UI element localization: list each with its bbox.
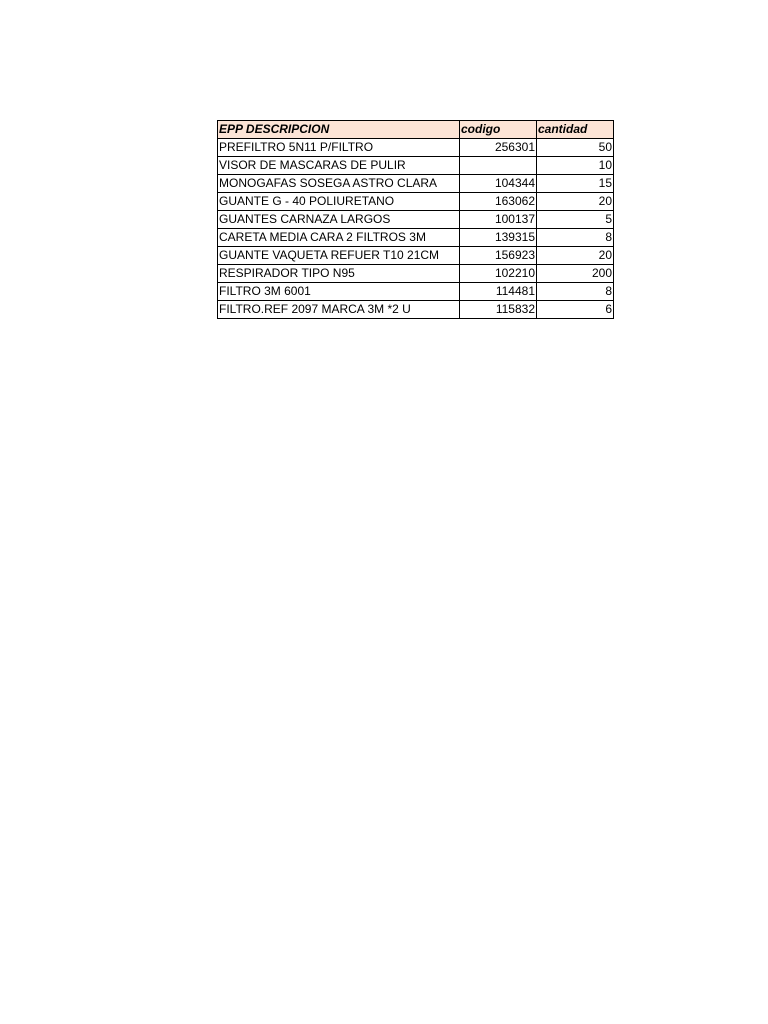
header-cell-codigo[interactable]: codigo xyxy=(460,121,537,139)
table-row xyxy=(218,193,614,211)
table-row xyxy=(218,283,614,301)
cell-descripcion[interactable]: FILTRO 3M 6001 xyxy=(218,283,460,301)
cell-cantidad[interactable]: 20 xyxy=(537,247,614,265)
cell-descripcion[interactable]: FILTRO.REF 2097 MARCA 3M *2 U xyxy=(218,301,460,319)
cell-codigo[interactable]: 256301 xyxy=(460,139,537,157)
epp-table xyxy=(217,120,614,319)
cell-cantidad[interactable]: 10 xyxy=(537,157,614,175)
cell-codigo[interactable]: 156923 xyxy=(460,247,537,265)
cell-descripcion[interactable]: PREFILTRO 5N11 P/FILTRO xyxy=(218,139,460,157)
table-row xyxy=(218,247,614,265)
cell-descripcion[interactable]: MONOGAFAS SOSEGA ASTRO CLARA xyxy=(218,175,460,193)
cell-codigo[interactable]: 100137 xyxy=(460,211,537,229)
cell-cantidad[interactable]: 5 xyxy=(537,211,614,229)
table-row xyxy=(218,139,614,157)
cell-descripcion[interactable]: RESPIRADOR TIPO N95 xyxy=(218,265,460,283)
cell-codigo[interactable]: 115832 xyxy=(460,301,537,319)
cell-descripcion[interactable]: GUANTE G - 40 POLIURETANO xyxy=(218,193,460,211)
cell-descripcion[interactable]: GUANTE VAQUETA REFUER T10 21CM xyxy=(218,247,460,265)
header-cell-descripcion[interactable]: EPP DESCRIPCION xyxy=(218,121,460,139)
table-row xyxy=(218,301,614,319)
cell-descripcion[interactable]: GUANTES CARNAZA LARGOS xyxy=(218,211,460,229)
cell-codigo[interactable]: 163062 xyxy=(460,193,537,211)
cell-cantidad[interactable]: 8 xyxy=(537,229,614,247)
cell-cantidad[interactable]: 50 xyxy=(537,139,614,157)
cell-codigo[interactable] xyxy=(460,157,537,175)
cell-cantidad[interactable]: 200 xyxy=(537,265,614,283)
cell-descripcion[interactable]: VISOR DE MASCARAS DE PULIR xyxy=(218,157,460,175)
spreadsheet-page xyxy=(217,120,614,319)
cell-codigo[interactable]: 102210 xyxy=(460,265,537,283)
table-row xyxy=(218,175,614,193)
table-row xyxy=(218,265,614,283)
cell-cantidad[interactable]: 8 xyxy=(537,283,614,301)
cell-cantidad[interactable]: 15 xyxy=(537,175,614,193)
cell-codigo[interactable]: 139315 xyxy=(460,229,537,247)
table-row xyxy=(218,229,614,247)
cell-codigo[interactable]: 104344 xyxy=(460,175,537,193)
cell-cantidad[interactable]: 6 xyxy=(537,301,614,319)
cell-cantidad[interactable]: 20 xyxy=(537,193,614,211)
header-row xyxy=(218,121,614,139)
table-row xyxy=(218,211,614,229)
header-cell-cantidad[interactable]: cantidad xyxy=(537,121,614,139)
cell-descripcion[interactable]: CARETA MEDIA CARA 2 FILTROS 3M xyxy=(218,229,460,247)
cell-codigo[interactable]: 114481 xyxy=(460,283,537,301)
table-row xyxy=(218,157,614,175)
